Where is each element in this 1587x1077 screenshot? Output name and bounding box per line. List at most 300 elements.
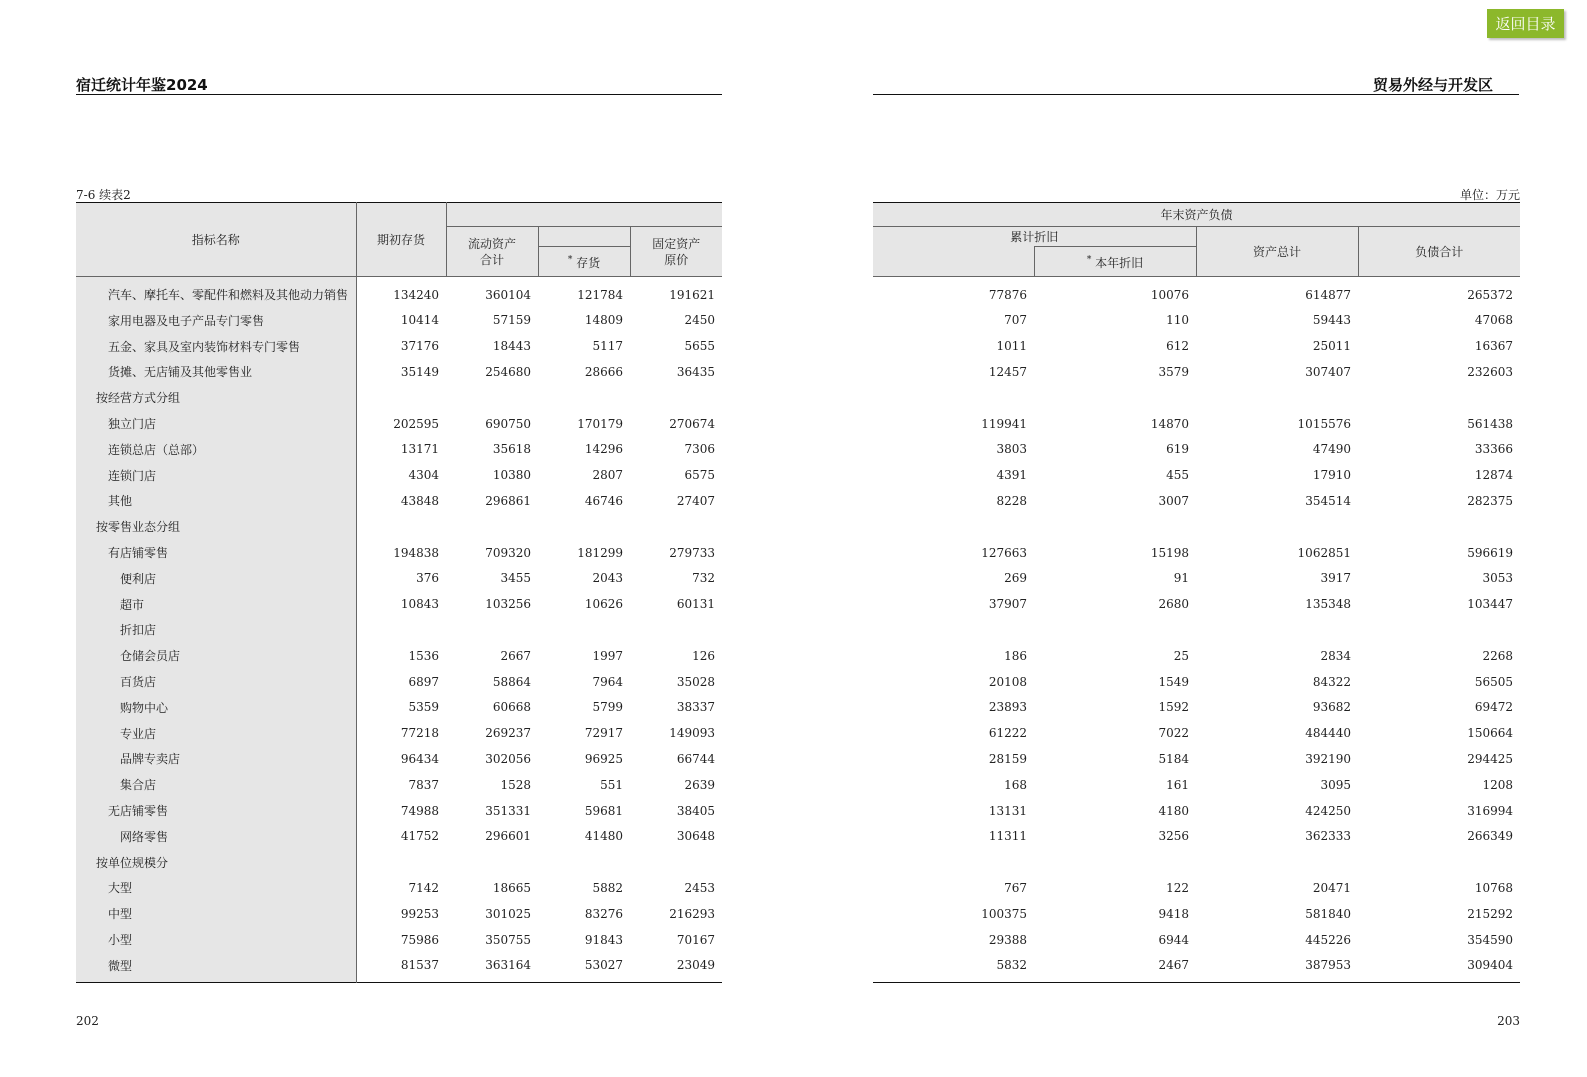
table-cell: 99253 (400, 906, 439, 921)
table-cell: 1592 (1158, 700, 1189, 715)
table-row (76, 308, 722, 334)
table-cell: 43848 (400, 493, 439, 508)
table-row (76, 462, 722, 488)
table-cell: 33366 (1474, 442, 1514, 457)
table-cell (1358, 849, 1520, 875)
table-cell: 269237 (485, 726, 531, 741)
left-data-table (76, 202, 722, 983)
table-cell: 1528 (500, 777, 531, 792)
table-cell: 74988 (400, 803, 439, 818)
table-row (76, 411, 722, 437)
row-label: 专业店 (76, 720, 356, 746)
table-cell: 110 (1166, 313, 1189, 328)
table-cell: 254680 (485, 364, 531, 379)
table-row (76, 643, 722, 669)
table-cell: 15198 (1150, 545, 1189, 560)
table-row (76, 798, 722, 824)
table-cell: 27407 (676, 493, 716, 508)
table-row (873, 514, 1520, 540)
row-label: 有店铺零售 (76, 540, 356, 566)
table-cell: 36435 (676, 364, 716, 379)
table-cell: 265372 (1467, 287, 1514, 302)
table-cell: 309404 (1467, 958, 1514, 973)
row-label: 中型 (76, 901, 356, 927)
row-label: 连锁门店 (76, 462, 356, 488)
table-cell: 35618 (492, 442, 531, 457)
table-row (76, 952, 722, 982)
table-cell: 35028 (676, 674, 716, 689)
table-cell: 18443 (492, 339, 531, 354)
table-cell: 23049 (676, 958, 716, 973)
table-cell (446, 617, 538, 643)
table-cell: 3007 (1158, 493, 1189, 508)
table-cell: 7306 (684, 442, 716, 457)
table-cell: 28159 (988, 751, 1027, 766)
col-header-acc-depreciation: 累计折旧 (873, 227, 1196, 247)
table-row (76, 901, 722, 927)
col-header-fixed-assets-line2: 原价 (664, 252, 689, 267)
table-cell: 59443 (1312, 313, 1351, 328)
table-row (873, 277, 1520, 308)
table-cell: 7142 (408, 880, 439, 895)
table-cell (446, 385, 538, 411)
table-cell: 11311 (988, 829, 1027, 844)
col-header-current-assets-line2: 合计 (479, 252, 504, 267)
row-label: 小型 (76, 927, 356, 953)
table-row (873, 901, 1520, 927)
table-cell: 69472 (1474, 700, 1514, 715)
table-row (873, 591, 1520, 617)
col-header-acc-depreciation-pad (873, 247, 1034, 277)
table-row (873, 488, 1520, 514)
page-number-left: 202 (76, 1014, 99, 1028)
table-cell: 93682 (1312, 700, 1351, 715)
row-label: 家用电器及电子产品专门零售 (76, 308, 356, 334)
table-cell (630, 385, 722, 411)
table-cell: 53027 (584, 958, 623, 973)
col-header-inventory (538, 247, 630, 277)
table-cell: 37176 (400, 339, 439, 354)
table-cell: 351331 (485, 803, 531, 818)
table-cell (1034, 617, 1196, 643)
table-cell: 194838 (393, 545, 439, 560)
table-cell: 360104 (485, 287, 531, 302)
table-cell: 1062851 (1297, 545, 1351, 560)
table-cell: 296861 (485, 493, 531, 508)
row-label: 其他 (76, 488, 356, 514)
table-cell: 561438 (1467, 416, 1514, 431)
table-cell: 1208 (1482, 777, 1514, 792)
table-row (76, 772, 722, 798)
table-cell: 2807 (592, 468, 623, 483)
table-cell: 10626 (584, 597, 623, 612)
table-cell: 6575 (684, 468, 716, 483)
table-cell: 3579 (1158, 364, 1189, 379)
table-cell: 41752 (400, 829, 439, 844)
table-cell: 709320 (485, 545, 531, 560)
table-cell: 7837 (408, 777, 439, 792)
table-cell: 70167 (676, 932, 716, 947)
table-cell: 96925 (584, 751, 623, 766)
table-cell: 612 (1166, 339, 1189, 354)
table-cell: 121784 (577, 287, 623, 302)
table-cell: 5117 (592, 339, 623, 354)
table-cell: 38405 (676, 803, 716, 818)
table-cell: 25011 (1312, 339, 1351, 354)
table-cell: 2680 (1158, 597, 1189, 612)
table-row (873, 385, 1520, 411)
table-cell (538, 385, 630, 411)
table-cell (1034, 849, 1196, 875)
table-cell (1358, 514, 1520, 540)
page-number-right: 203 (1497, 1014, 1520, 1028)
table-row (873, 746, 1520, 772)
row-label: 连锁总店（总部） (76, 436, 356, 462)
table-cell: 5184 (1158, 751, 1189, 766)
table-cell: 455 (1166, 468, 1189, 483)
table-row (873, 720, 1520, 746)
table-cell: 10843 (400, 597, 439, 612)
table-cell: 17910 (1312, 468, 1351, 483)
table-cell: 216293 (669, 906, 716, 921)
row-label: 超市 (76, 591, 356, 617)
table-cell: 6897 (408, 674, 439, 689)
row-label: 按经营方式分组 (76, 385, 356, 411)
row-label: 按零售业态分组 (76, 514, 356, 540)
table-cell: 77218 (400, 726, 439, 741)
table-cell: 424250 (1305, 803, 1351, 818)
table-cell: 6944 (1158, 932, 1189, 947)
table-cell: 191621 (669, 287, 716, 302)
table-cell: 47490 (1312, 442, 1351, 457)
table-cell: 29388 (988, 932, 1027, 947)
table-cell: 170179 (577, 416, 623, 431)
col-header-current-assets-line1: 流动资产 (467, 236, 516, 251)
table-cell: 614877 (1305, 287, 1351, 302)
table-cell: 3095 (1320, 777, 1351, 792)
table-cell: 16367 (1474, 339, 1514, 354)
table-cell: 100375 (981, 906, 1027, 921)
table-row (873, 565, 1520, 591)
table-cell (873, 385, 1034, 411)
table-cell: 18665 (492, 880, 531, 895)
table-row (873, 308, 1520, 334)
table-cell: 103256 (485, 597, 531, 612)
table-cell: 5359 (408, 700, 439, 715)
table-cell: 135348 (1305, 597, 1351, 612)
table-cell: 5882 (592, 880, 623, 895)
table-row (873, 540, 1520, 566)
table-row (76, 720, 722, 746)
row-label: 品牌专卖店 (76, 746, 356, 772)
table-cell: 282375 (1467, 493, 1514, 508)
row-label: 独立门店 (76, 411, 356, 437)
col-header-blank (538, 227, 630, 247)
table-cell: 35149 (400, 364, 439, 379)
table-cell: 1011 (996, 339, 1027, 354)
col-header-current-assets (446, 227, 538, 277)
table-cell: 161 (1166, 777, 1189, 792)
table-cell: 77876 (988, 287, 1027, 302)
table-cell: 2450 (684, 313, 716, 328)
row-label: 购物中心 (76, 694, 356, 720)
table-cell: 392190 (1305, 751, 1351, 766)
table-row (76, 359, 722, 385)
unit-label: 单位：万元 (1459, 188, 1520, 202)
table-cell: 690750 (485, 416, 531, 431)
table-row (873, 694, 1520, 720)
table-row (76, 436, 722, 462)
table-cell: 134240 (393, 287, 439, 302)
table-row (873, 952, 1520, 982)
table-cell: 30648 (676, 829, 716, 844)
table-cell (873, 617, 1034, 643)
row-label: 网络零售 (76, 823, 356, 849)
table-cell: 10768 (1474, 880, 1514, 895)
row-label: 仓储会员店 (76, 643, 356, 669)
table-row (76, 617, 722, 643)
col-header-group-blank (446, 203, 722, 227)
table-cell (873, 514, 1034, 540)
table-row (76, 849, 722, 875)
row-label: 五金、家具及室内装饰材料专门零售 (76, 333, 356, 359)
table-cell (1196, 849, 1358, 875)
star-mark: * (1086, 255, 1092, 265)
header-rule-left (76, 94, 722, 95)
table-cell: 302056 (485, 751, 531, 766)
table-row (873, 411, 1520, 437)
table-cell: 46746 (584, 493, 623, 508)
table-cell (356, 617, 446, 643)
row-label: 折扣店 (76, 617, 356, 643)
table-cell: 23893 (988, 700, 1027, 715)
table-cell: 3455 (500, 571, 531, 586)
table-cell: 25 (1173, 648, 1189, 663)
table-cell: 10076 (1150, 287, 1189, 302)
table-cell (1196, 385, 1358, 411)
table-cell: 57159 (492, 313, 531, 328)
table-cell (1196, 617, 1358, 643)
table-cell (356, 385, 446, 411)
row-label: 百货店 (76, 669, 356, 695)
table-cell: 119941 (981, 416, 1027, 431)
table-row (76, 927, 722, 953)
table-cell: 150664 (1467, 726, 1514, 741)
col-header-opening-inventory: 期初存货 (356, 203, 446, 277)
table-cell: 362333 (1305, 829, 1351, 844)
return-to-contents-button[interactable]: 返回目录 (1487, 9, 1564, 38)
table-cell: 484440 (1305, 726, 1351, 741)
table-cell (630, 617, 722, 643)
table-cell: 56505 (1474, 674, 1514, 689)
table-cell: 149093 (669, 726, 716, 741)
table-cell: 354514 (1305, 493, 1351, 508)
table-cell: 707 (1004, 313, 1027, 328)
table-cell: 103447 (1467, 597, 1514, 612)
table-row (76, 591, 722, 617)
table-row (873, 875, 1520, 901)
col-header-name: 指标名称 (76, 203, 356, 277)
row-label: 便利店 (76, 565, 356, 591)
table-cell (873, 849, 1034, 875)
table-cell: 66744 (676, 751, 716, 766)
table-cell: 376 (416, 571, 439, 586)
table-cell: 38337 (676, 700, 716, 715)
table-cell: 2043 (592, 571, 623, 586)
table-cell: 266349 (1467, 829, 1514, 844)
table-cell: 14296 (584, 442, 623, 457)
table-cell: 350755 (485, 932, 531, 947)
table-cell (538, 617, 630, 643)
table-cell: 279733 (669, 545, 716, 560)
table-cell: 301025 (485, 906, 531, 921)
table-cell: 232603 (1467, 364, 1514, 379)
table-row (873, 643, 1520, 669)
table-cell (1358, 385, 1520, 411)
table-row (76, 875, 722, 901)
table-cell: 269 (1004, 571, 1027, 586)
star-mark: * (567, 255, 573, 265)
table-cell: 7964 (592, 674, 623, 689)
table-cell: 96434 (400, 751, 439, 766)
table-row (873, 462, 1520, 488)
table-cell (1034, 385, 1196, 411)
table-row (873, 436, 1520, 462)
table-cell: 9418 (1158, 906, 1189, 921)
table-row (873, 617, 1520, 643)
table-cell: 75986 (400, 932, 439, 947)
table-cell: 3256 (1158, 829, 1189, 844)
table-cell: 294425 (1467, 751, 1514, 766)
table-cell: 186 (1004, 648, 1027, 663)
table-cell: 596619 (1467, 545, 1514, 560)
table-row (76, 694, 722, 720)
col-header-fixed-assets-line1: 固定资产 (652, 236, 701, 251)
header-rule-right (873, 94, 1519, 95)
table-cell: 4391 (996, 468, 1027, 483)
row-label: 无店铺零售 (76, 798, 356, 824)
table-cell: 307407 (1305, 364, 1351, 379)
table-cell: 7022 (1158, 726, 1189, 741)
table-cell: 581840 (1305, 906, 1351, 921)
yearbook-title: 宿迁统计年鉴2024 (76, 76, 208, 94)
row-label: 货摊、无店铺及其他零售业 (76, 359, 356, 385)
table-cell (1034, 514, 1196, 540)
table-cell: 60131 (676, 597, 716, 612)
table-cell: 127663 (981, 545, 1027, 560)
table-cell: 1536 (408, 648, 439, 663)
table-cell: 5832 (996, 958, 1027, 973)
table-cell: 732 (692, 571, 716, 586)
table-cell: 14809 (584, 313, 623, 328)
table-cell: 5655 (684, 339, 716, 354)
row-label: 按单位规模分 (76, 849, 356, 875)
table-cell: 2639 (684, 777, 716, 792)
col-header-annual-depreciation (1034, 247, 1196, 277)
table-cell: 215292 (1467, 906, 1514, 921)
table-cell: 316994 (1467, 803, 1514, 818)
table-row (873, 798, 1520, 824)
table-row (76, 669, 722, 695)
table-cell: 28666 (584, 364, 623, 379)
table-cell: 354590 (1467, 932, 1514, 947)
table-cell: 59681 (584, 803, 623, 818)
table-row (873, 333, 1520, 359)
table-cell: 13171 (400, 442, 439, 457)
table-cell: 37907 (988, 597, 1027, 612)
table-row (76, 385, 722, 411)
table-cell: 20471 (1312, 880, 1351, 895)
table-cell (538, 849, 630, 875)
table-cell: 12874 (1474, 468, 1514, 483)
table-cell: 4180 (1158, 803, 1189, 818)
table-row (76, 746, 722, 772)
table-cell: 47068 (1474, 313, 1514, 328)
table-cell: 551 (600, 777, 623, 792)
table-row (76, 823, 722, 849)
table-row (873, 849, 1520, 875)
table-cell: 83276 (584, 906, 623, 921)
table-cell (356, 849, 446, 875)
col-header-inventory-label: 存货 (576, 256, 601, 270)
table-cell: 387953 (1305, 958, 1351, 973)
table-cell: 5799 (592, 700, 623, 715)
table-cell: 10414 (400, 313, 439, 328)
table-cell: 445226 (1305, 932, 1351, 947)
table-cell: 81537 (400, 958, 439, 973)
table-cell: 2834 (1320, 648, 1351, 663)
table-cell: 41480 (584, 829, 623, 844)
table-row (76, 277, 722, 308)
table-cell: 3803 (996, 442, 1027, 457)
table-cell (446, 514, 538, 540)
table-row (76, 540, 722, 566)
table-cell (630, 849, 722, 875)
table-cell: 13131 (988, 803, 1027, 818)
table-cell: 168 (1004, 777, 1027, 792)
table-cell (538, 514, 630, 540)
table-row (873, 927, 1520, 953)
table-cell (1196, 514, 1358, 540)
table-cell: 14870 (1150, 416, 1189, 431)
col-header-fixed-assets (630, 227, 722, 277)
table-row (76, 488, 722, 514)
table-row (76, 514, 722, 540)
table-cell: 84322 (1312, 674, 1351, 689)
table-cell: 2467 (1158, 958, 1189, 973)
table-cell: 60668 (492, 700, 531, 715)
table-cell: 1015576 (1297, 416, 1351, 431)
row-label: 集合店 (76, 772, 356, 798)
table-row (873, 359, 1520, 385)
table-cell: 12457 (988, 364, 1027, 379)
table-cell: 122 (1166, 880, 1189, 895)
col-header-total-assets: 资产总计 (1196, 227, 1358, 277)
table-row (873, 669, 1520, 695)
table-cell: 181299 (577, 545, 623, 560)
table-cell: 2268 (1482, 648, 1514, 663)
table-caption: 7-6 续表2 (76, 188, 131, 202)
table-row (873, 823, 1520, 849)
table-cell (446, 849, 538, 875)
table-cell: 58864 (492, 674, 531, 689)
col-header-year-end-group: 年末资产负债 (873, 203, 1520, 227)
table-cell (1358, 617, 1520, 643)
table-cell: 72917 (584, 726, 623, 741)
table-cell: 91843 (584, 932, 623, 947)
chapter-title: 贸易外经与开发区 (1372, 76, 1493, 94)
table-cell: 202595 (393, 416, 439, 431)
